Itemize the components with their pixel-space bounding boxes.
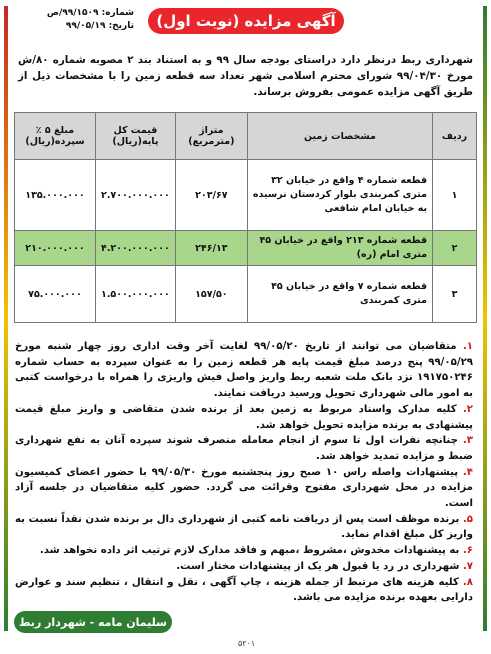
cell-index: ۳ bbox=[433, 266, 477, 323]
col-header-description: مشخصات زمین bbox=[247, 113, 432, 160]
list-item bbox=[15, 543, 473, 559]
table-row bbox=[15, 266, 477, 323]
clause-text: متقاضیان می توانند از تاریخ ۹۹/۰۵/۲۰ لغایت آخر وقت اداری روز چهار شنبه مورخ ۹۹/۰۵/۲۹ پنج درصد مبلغ قیمت پایه هر قطعه زمین را به عنوان سپرده به حساب شماره ۱۹۱۷۵۰۲۴۶ نزد بانک ملت شعبه ربط واریز واصل فیش واریزی را همراه با درخواست کتبی به امور مالی شهرداری تحویل ورسید دریافت نمایند. bbox=[15, 341, 473, 400]
cell-index: ۲ bbox=[433, 231, 477, 266]
clause-number: ۷. bbox=[462, 560, 473, 572]
signature-text: سلیمان مامه - شهردار ربط bbox=[19, 615, 167, 629]
ad-code: ۵۲۰۱ bbox=[238, 639, 256, 648]
list-item bbox=[15, 465, 473, 512]
clause-number: ۴. bbox=[462, 466, 474, 478]
intro-paragraph: شهرداری ربط درنظر دارد دراستای بودجه سال ۹۹ و به استناد بند ۲ مصوبه شماره ۸۰/ش مورخ ۹۹/۰۴/۳۰ شورای محترم اسلامی شهر تعداد سه قطعه زمین را با مشخصات ذیل از طریق آگهی مزایده عمومی بفروش برساند. bbox=[18, 54, 473, 99]
col-header-index: ردیف bbox=[433, 113, 477, 160]
cell-base-price: ۲.۷۰۰.۰۰۰.۰۰۰ bbox=[95, 160, 175, 231]
cell-index: ۱ bbox=[433, 160, 477, 231]
clause-text: چنانچه نفرات اول تا سوم از انجام معامله منصرف شوند سپرده آنان به نفع شهرداری ضبط و مزایده تمدید خواهد شد. bbox=[15, 435, 473, 462]
reference-number: شماره: ۹۹/۱۵۰۹/ص bbox=[46, 8, 134, 18]
cell-deposit: ۷۵.۰۰۰.۰۰۰ bbox=[15, 266, 96, 323]
clause-number: ۱. bbox=[462, 341, 473, 352]
list-item bbox=[15, 433, 473, 464]
cell-area: ۱۵۷/۵۰ bbox=[175, 266, 247, 323]
clause-number: ۶. bbox=[462, 545, 473, 557]
cell-description: قطعه شماره ۲۱۳ واقع در خیابان ۴۵ متری امام (ره) bbox=[247, 231, 432, 266]
list-item bbox=[15, 339, 473, 402]
title-banner bbox=[148, 8, 344, 34]
list-item bbox=[15, 575, 473, 606]
cell-deposit: ۱۳۵.۰۰۰.۰۰۰ bbox=[15, 160, 96, 231]
cell-description: قطعه شماره ۴ واقع در خیابان ۳۲ متری کمربندی بلوار کردستان نرسیده به خیابان امام شافعی bbox=[247, 160, 432, 231]
cell-base-price: ۱.۵۰۰.۰۰۰.۰۰۰ bbox=[95, 266, 175, 323]
table-row bbox=[15, 160, 477, 231]
table-header-row bbox=[15, 113, 477, 160]
clause-text: برنده موظف است پس از دریافت نامه کتبی از شهرداری دال بر برنده شدن نقداً نسبت به واریز کل مبلغ اقدام نماید. bbox=[15, 513, 473, 541]
cell-description: قطعه شماره ۷ واقع در خیابان ۴۵ متری کمربندی bbox=[247, 266, 432, 323]
clause-number: ۸. bbox=[462, 576, 473, 588]
land-table bbox=[14, 112, 477, 323]
page-title: آگهی مزایده (نوبت اول) bbox=[156, 12, 336, 30]
col-header-area: متراژ (مترمربع) bbox=[175, 113, 247, 160]
reference-info bbox=[14, 7, 134, 33]
cell-deposit: ۲۱۰.۰۰۰.۰۰۰ bbox=[15, 231, 96, 266]
clause-number: ۵. bbox=[462, 513, 474, 525]
decorative-strip-left bbox=[4, 6, 8, 631]
decorative-strip-right bbox=[483, 6, 487, 631]
cell-area: ۲۴۶/۱۳ bbox=[175, 231, 247, 266]
reference-date: تاریخ: ۹۹/۰۵/۱۹ bbox=[65, 21, 134, 31]
clause-text: شهرداری در رد یا قبول هر یک از پیشنهادات مختار است. bbox=[176, 560, 460, 572]
list-item bbox=[15, 402, 473, 433]
cell-area: ۲۰۳/۶۷ bbox=[175, 160, 247, 231]
clause-text: به پیشنهادات مخدوش ،مشروط ،مبهم و فاقد مدارک لازم ترتیب اثر داده نخواهد شد. bbox=[39, 545, 460, 557]
clause-number: ۳. bbox=[462, 435, 473, 447]
clause-number: ۲. bbox=[462, 403, 473, 415]
list-item bbox=[15, 559, 473, 575]
clause-text: کلیه مدارک واسناد مربوط به زمین بعد از برنده شدن متقاضی و واریز مبلغ قیمت پیشنهادی به برنده مزایده تحویل خواهد شد. bbox=[15, 403, 473, 431]
table-row bbox=[15, 231, 477, 266]
col-header-base-price: قیمت کل پایه(ریال) bbox=[95, 113, 175, 160]
clause-text: کلیه هزینه های مرتبط از جمله هزینه ، چاپ آگهی ، نقل و انتقال ، تنظیم سند و عوارض دارایی بعهده برنده مزایده می باشد. bbox=[15, 576, 473, 604]
list-item bbox=[15, 512, 473, 543]
terms-list bbox=[15, 339, 473, 606]
col-header-deposit: مبلغ ۵ ٪ سپرده(ریال) bbox=[15, 113, 96, 160]
cell-base-price: ۴.۲۰۰.۰۰۰.۰۰۰ bbox=[95, 231, 175, 266]
signature-banner bbox=[14, 611, 172, 633]
clause-text: پیشنهادات واصله راس ۱۰ صبح روز پنجشنبه مورخ ۹۹/۰۵/۳۰ با حضور اعضای کمیسیون مزایده در محل شهرداری مفتوح وقرائت می گردد. حضور کلیه متقاضیان در جلسه آزاد است. bbox=[15, 466, 473, 510]
